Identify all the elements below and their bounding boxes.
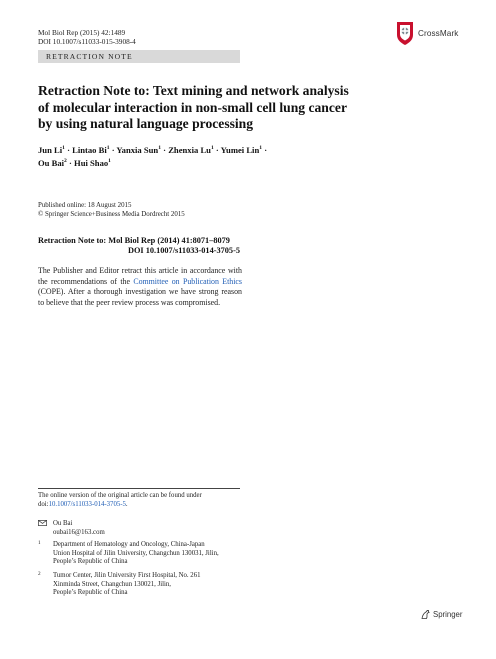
footnote-punctuation: . — [125, 500, 128, 508]
journal-citation: Mol Biol Rep (2015) 42:1489 — [38, 28, 126, 37]
retraction-reference-line: Retraction Note to: Mol Biol Rep (2014) 41:8071–8079 — [38, 236, 230, 245]
springer-horse-icon — [420, 609, 431, 620]
author-separator: · — [163, 145, 167, 155]
title-line: Retraction Note to: Text mining and network analysis — [38, 83, 349, 98]
envelope-icon — [38, 520, 47, 526]
body-text: The Publisher and Editor retract this article in accordance with the recommendations of the — [38, 266, 242, 286]
crossmark-badge[interactable] — [395, 20, 458, 46]
article-title — [38, 83, 458, 133]
author-name[interactable]: Yanxia Sun — [116, 145, 159, 155]
author-affiliation-mark: 2 — [64, 157, 67, 164]
author-name[interactable]: Yumei Lin — [220, 145, 260, 155]
affiliation — [38, 541, 268, 567]
article-type-bar: RETRACTION NOTE — [38, 50, 240, 63]
copyright-line: © Springer Science+Business Media Dordrecht 2015 — [38, 210, 185, 218]
footnote-divider — [38, 488, 240, 489]
author-separator: · — [264, 145, 268, 155]
retraction-reference-doi[interactable]: DOI 10.1007/s11033-014-3705-5 — [127, 246, 240, 256]
original-article-footnote — [38, 492, 248, 509]
affiliation-line: People’s Republic of China — [53, 558, 128, 566]
footnote-text: The online version of the original article can be found under — [38, 492, 202, 499]
crossmark-label: CrossMark — [418, 28, 459, 38]
author-separator: · — [67, 145, 70, 155]
author-affiliation-mark: 1 — [106, 145, 110, 152]
affiliation-line: People’s Republic of China — [53, 589, 128, 597]
title-line: of molecular interaction in non-small cell lung cancer — [38, 99, 347, 115]
author-affiliation-mark: 1 — [259, 145, 263, 152]
published-date: Published online: 18 August 2015 — [38, 202, 132, 209]
affiliation-line: Xinminda Street, Changchun 130021, Jilin, — [53, 580, 171, 588]
author-name[interactable]: Lintao Bi — [72, 145, 107, 155]
affiliation-line: Union Hospital of Jilin University, Changchun 130031, Jilin, — [53, 549, 219, 557]
publication-info — [38, 202, 185, 219]
author-separator: · — [215, 145, 219, 155]
author-affiliation-mark: 1 — [62, 145, 65, 152]
author-list — [38, 144, 358, 169]
original-article-doi-link[interactable]: 10.1007/s11033-014-3705-5 — [48, 500, 126, 508]
retraction-reference — [38, 236, 240, 256]
affiliation-line: Tumor Center, Jilin University First Hospital, No. 261 — [53, 572, 201, 579]
cope-link[interactable]: Committee on Publication Ethics — [133, 276, 242, 286]
publisher-logo — [420, 609, 462, 620]
retraction-body — [38, 266, 242, 308]
title-line: by using natural language processing — [38, 116, 254, 131]
affiliation — [38, 572, 268, 598]
body-text: (COPE). After a thorough investigation we have strong reason to believe that the peer review process was compromised. — [38, 287, 242, 307]
doi-prefix: doi: — [38, 500, 49, 508]
author-separator: · — [68, 157, 72, 168]
crossmark-icon — [395, 20, 415, 46]
author-affiliation-mark: 1 — [158, 145, 162, 152]
corresponding-author — [38, 520, 105, 537]
contact-name: Ou Bai — [53, 520, 73, 527]
publisher-name: Springer — [433, 610, 463, 619]
author-name[interactable]: Ou Bai — [38, 157, 65, 168]
author-separator: · — [111, 145, 115, 155]
author-name[interactable]: Hui Shao — [74, 157, 109, 168]
article-doi[interactable]: DOI 10.1007/s11033-015-3908-4 — [38, 37, 136, 46]
affiliation-number: 2 — [38, 571, 41, 577]
contact-email[interactable]: oubai16@163.com — [53, 528, 105, 536]
affiliation-line: Department of Hematology and Oncology, China-Japan — [53, 541, 205, 548]
author-affiliation-mark: 1 — [210, 145, 214, 152]
author-affiliation-mark: 1 — [108, 157, 111, 164]
affiliation-number: 1 — [38, 540, 41, 546]
author-name[interactable]: Jun Li — [38, 145, 63, 155]
author-name[interactable]: Zhenxia Lu — [168, 145, 211, 155]
